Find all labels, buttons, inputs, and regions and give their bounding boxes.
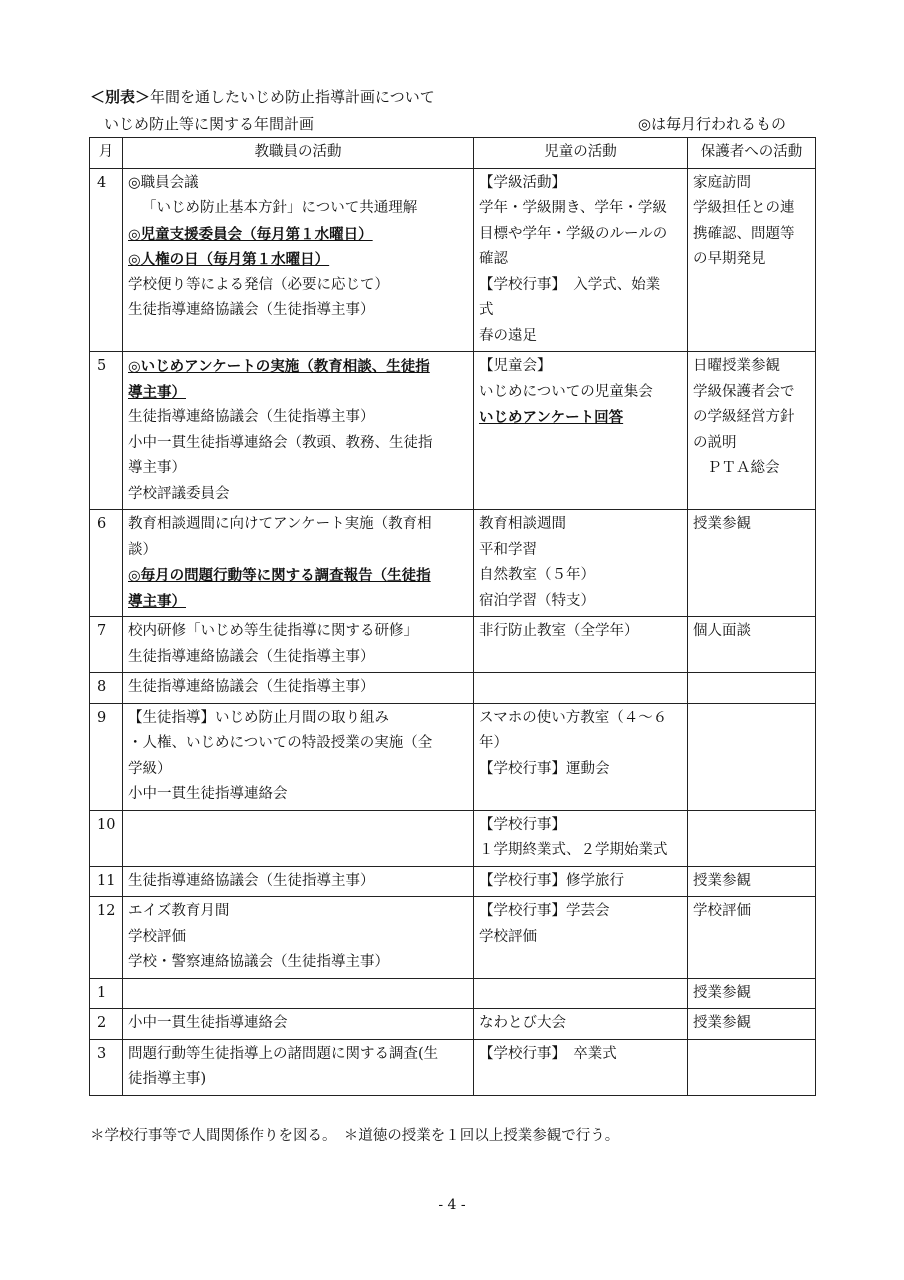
parents-activities-cell [688, 510, 816, 617]
activity-line: 生徒指導連絡協議会（生徒指導主事） [128, 648, 375, 665]
activity-line: スマホの使い方教室（４～６ [479, 709, 668, 726]
table-row [90, 703, 816, 810]
staff-activities-cell [123, 897, 474, 979]
document-heading [90, 86, 435, 107]
activity-line: 【児童会】 [479, 358, 552, 374]
staff-activities-cell [123, 866, 474, 897]
table-header-row [90, 138, 816, 169]
staff-activities-cell [123, 1039, 474, 1095]
table-row [90, 866, 816, 897]
column-header-staff: 教職員の活動 [123, 138, 474, 169]
month-cell: 3 [90, 1039, 123, 1095]
students-activities-cell [474, 703, 688, 810]
column-header-students: 児童の活動 [474, 138, 688, 169]
activity-line: 携確認、問題等 [693, 225, 795, 242]
table-row [90, 510, 816, 617]
activity-line: 宿泊学習（特支） [479, 592, 595, 609]
activity-line: 【生徒指導】いじめ防止月間の取り組み [128, 709, 389, 726]
month-cell: 11 [90, 866, 123, 897]
activity-line: ◎毎月の問題行動等に関する調査報告（生徒指 [128, 567, 431, 584]
table-row [90, 1039, 816, 1095]
column-header-month: 月 [90, 138, 123, 169]
activity-line: なわとび大会 [479, 1015, 566, 1031]
table-row [90, 1009, 816, 1040]
activity-line: 授業参観 [693, 984, 751, 1001]
students-activities-cell [474, 510, 688, 617]
activity-line: の説明 [693, 434, 737, 451]
activity-line: ・人権、いじめについての特設授業の実施（全 [128, 735, 433, 751]
document-title: 年間を通したいじめ防止指導計画について [150, 88, 435, 106]
month-cell: 10 [90, 810, 123, 866]
activity-line: 【学校行事】修学旅行 [479, 872, 624, 889]
footnote: ＊学校行事等で人間関係作りを図る。 ＊道徳の授業を１回以上授業参観で行う。 [90, 1128, 620, 1144]
activity-line: 生徒指導連絡協議会（生徒指導主事） [128, 409, 375, 425]
parents-activities-cell [688, 168, 816, 352]
activity-line: 教育相談週間 [479, 516, 566, 532]
activity-line: 導主事） [128, 460, 186, 476]
students-activities-cell [474, 168, 688, 352]
activity-line: 学校評価 [479, 928, 537, 945]
activity-line: 教育相談週間に向けてアンケート実施（教育相 [128, 516, 432, 532]
activity-line: 学級） [128, 760, 172, 777]
activity-line: 生徒指導連絡協議会（生徒指導主事） [128, 679, 375, 695]
activity-line: 【学校行事】運動会 [479, 760, 610, 777]
activity-line: 平和学習 [479, 541, 537, 558]
appendix-label: ＜別表＞ [90, 88, 151, 106]
parents-activities-cell [688, 703, 816, 810]
activity-line: 家庭訪問 [693, 174, 751, 191]
activity-line: 学校・警察連絡協議会（生徒指導主事） [128, 954, 389, 970]
students-activities-cell [474, 617, 688, 673]
activity-line: 学級担任との連 [693, 200, 795, 216]
activity-line: 式 [479, 302, 494, 318]
month-cell: 7 [90, 617, 123, 673]
students-activities-cell [474, 673, 688, 704]
activity-line: ◎いじめアンケートの実施（教育相談、生徒指 [128, 358, 430, 375]
activity-line: 校内研修「いじめ等生徒指導に関する研修」 [128, 623, 418, 639]
staff-activities-cell [123, 168, 474, 352]
staff-activities-cell [123, 978, 474, 1009]
month-cell: 5 [90, 352, 123, 510]
activity-line: 【学校行事】 卒業式 [479, 1045, 617, 1062]
staff-activities-cell [123, 617, 474, 673]
activity-line: 授業参観 [693, 872, 751, 889]
staff-activities-cell [123, 703, 474, 810]
activity-line: 年） [479, 735, 508, 751]
page-number: - 4 - [438, 1197, 466, 1213]
activity-line: 生徒指導連絡協議会（生徒指導主事） [128, 872, 375, 889]
activity-line: 学校便り等による発信（必要に応じて） [128, 276, 389, 293]
activity-line: 【学校行事】 入学式、始業 [479, 276, 661, 293]
activity-line: 学校評議委員会 [128, 485, 230, 502]
activity-line: 談） [128, 541, 157, 558]
students-activities-cell [474, 352, 688, 510]
staff-activities-cell [123, 673, 474, 704]
parents-activities-cell [688, 1009, 816, 1040]
table-row [90, 810, 816, 866]
parents-activities-cell [688, 352, 816, 510]
parents-activities-cell [688, 617, 816, 673]
parents-activities-cell [688, 1039, 816, 1095]
activity-line: １学期終業式、２学期始業式 [479, 842, 668, 858]
activity-line: 【学級活動】 [479, 174, 566, 191]
activity-line: の学級経営方針 [693, 409, 795, 425]
table-row [90, 897, 816, 979]
students-activities-cell [474, 1009, 688, 1040]
activity-line: 学校評価 [128, 928, 186, 945]
table-row [90, 617, 816, 673]
month-cell: 8 [90, 673, 123, 704]
activity-line: 学年・学級開き、学年・学級 [479, 200, 667, 216]
table-row [90, 168, 816, 352]
staff-activities-cell [123, 510, 474, 617]
activity-line: 学校評価 [693, 903, 751, 919]
plan-subtitle: いじめ防止等に関する年間計画 [104, 115, 315, 133]
activity-line: 自然教室（５年） [479, 567, 595, 583]
activity-line: 日曜授業参観 [693, 358, 780, 374]
table-row [90, 673, 816, 704]
activity-line: 小中一貫生徒指導連絡会 [128, 1015, 288, 1031]
month-cell: 6 [90, 510, 123, 617]
activity-line: 春の遠足 [479, 327, 537, 344]
month-cell: 1 [90, 978, 123, 1009]
students-activities-cell [474, 1039, 688, 1095]
activity-line: 導主事） [128, 383, 186, 401]
parents-activities-cell [688, 897, 816, 979]
staff-activities-cell [123, 1009, 474, 1040]
month-cell: 2 [90, 1009, 123, 1040]
activity-line: 生徒指導連絡協議会（生徒指導主事） [128, 302, 375, 318]
activity-line: いじめについての児童集会 [479, 383, 653, 400]
students-activities-cell [474, 897, 688, 979]
month-cell: 9 [90, 703, 123, 810]
activity-line: 小中一貫生徒指導連絡会（教頭、教務、生徒指 [128, 434, 433, 451]
table-row [90, 352, 816, 510]
activity-line: 導主事） [128, 592, 186, 610]
activity-line: 【学校行事】学芸会 [479, 903, 610, 919]
annual-plan-table [89, 137, 816, 1096]
activity-line: 「いじめ防止基本方針」について共通理解 [142, 200, 418, 216]
students-activities-cell [474, 866, 688, 897]
activity-line: 非行防止教室（全学年） [479, 623, 639, 639]
activity-line: 学級保護者会で [693, 383, 795, 400]
activity-line: ◎人権の日（毎月第１水曜日） [128, 251, 330, 268]
activity-line: ＰＴＡ総会 [707, 460, 780, 476]
month-cell: 4 [90, 168, 123, 352]
activity-line: いじめアンケート回答 [479, 409, 624, 426]
activity-line: 確認 [479, 251, 508, 267]
staff-activities-cell [123, 352, 474, 510]
activity-line: ◎児童支援委員会（毎月第１水曜日） [128, 225, 373, 243]
activity-line: 【学校行事】 [479, 816, 566, 833]
staff-activities-cell [123, 810, 474, 866]
activity-line: 授業参観 [693, 516, 751, 532]
activity-line: の早期発見 [693, 251, 766, 267]
month-cell: 12 [90, 897, 123, 979]
activity-line: 授業参観 [693, 1015, 751, 1031]
activity-line: ◎職員会議 [128, 174, 199, 191]
activity-line: 問題行動等生徒指導上の諸問題に関する調査(生 [128, 1045, 439, 1062]
parents-activities-cell [688, 673, 816, 704]
parents-activities-cell [688, 978, 816, 1009]
activity-line: 徒指導主事) [128, 1071, 207, 1087]
monthly-legend: ◎は毎月行われるもの [637, 115, 786, 133]
students-activities-cell [474, 810, 688, 866]
activity-line: 目標や学年・学級のルールの [479, 225, 668, 242]
column-header-parents: 保護者への活動 [688, 138, 816, 169]
students-activities-cell [474, 978, 688, 1009]
table-row [90, 978, 816, 1009]
activity-line: 個人面談 [693, 623, 751, 639]
parents-activities-cell [688, 866, 816, 897]
activity-line: 小中一貫生徒指導連絡会 [128, 786, 288, 802]
parents-activities-cell [688, 810, 816, 866]
table-body [90, 168, 816, 1095]
activity-line: エイズ教育月間 [128, 903, 230, 919]
